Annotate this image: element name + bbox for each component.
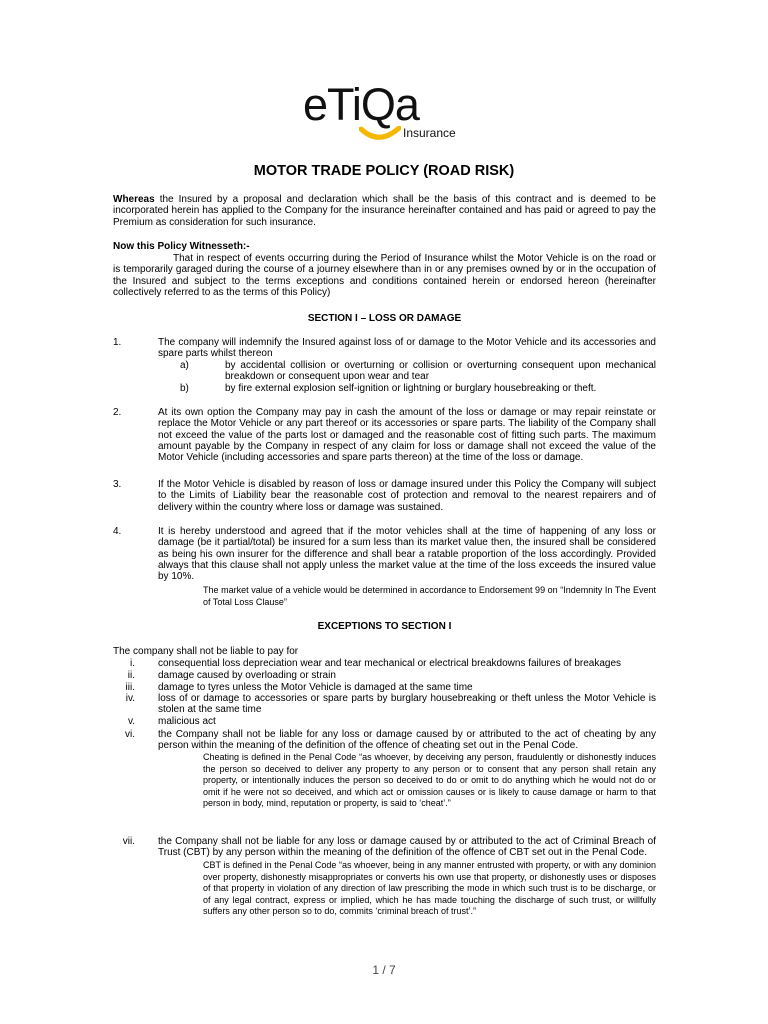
exception-text: consequential loss depreciation wear and tear mechanical or electrical breakdowns failures of breakages	[158, 658, 622, 669]
item-number: 4.	[113, 526, 122, 537]
subitem-text: by fire external explosion self-ignition or lightning or burglary housebreaking or theft.	[225, 383, 597, 394]
market-value-note: The market value of a vehicle would be determined in accordance to Endorsement 99 on “Indemnity In The Event of Total Loss Clause”	[203, 585, 656, 607]
witnesseth-heading: Now this Policy Witnesseth:-	[113, 241, 250, 252]
document-title: MOTOR TRADE POLICY (ROAD RISK)	[253, 163, 515, 179]
exception-text: damage caused by overloading or strain	[158, 670, 336, 681]
exception-number: iv.	[125, 693, 135, 704]
subitem-label: a)	[180, 360, 189, 371]
exception-number: i.	[130, 658, 135, 669]
subitem-text: by accidental collision or overturning or collision or overturning consequent upon mechanical breakdown or consequent upon wear and tear	[225, 360, 656, 383]
exception-text: the Company shall not be liable for any loss or damage caused by or attributed to the act of cheating by any person within the meaning of the definition of the offence of cheating set out in the Penal Code.	[158, 729, 656, 752]
subitem-label: b)	[180, 383, 189, 394]
exception-text: damage to tyres unless the Motor Vehicle is damaged at the same time	[158, 682, 473, 693]
item-text: At its own option the Company may pay in cash the amount of the loss or damage or may repair reinstate or replace the Motor Vehicle or any part thereof or its accessories or spare parts. The liability of the Company shall not exceed the value of the parts lost or damaged and the reasonable cost of fitting such parts. The maximum amount payable by the Company in respect of any claim for loss or damage shall not exceed the value of the Motor Vehicle (including accessories and spare parts thereon) at the time of the loss or damage.	[158, 407, 656, 464]
exception-text: the Company shall not be liable for any loss or damage caused by or attributed to the act of Criminal Breach of Trust (CBT) by any person within the meaning of the definition of the offence of CBT set out in the Penal Code.	[158, 836, 656, 859]
whereas-lead: Whereas	[113, 194, 155, 205]
page-number: 1 / 7	[372, 963, 396, 977]
item-number: 2.	[113, 407, 122, 418]
item-text: If the Motor Vehicle is disabled by reason of loss or damage insured under this Policy the Company will subject to the Limits of Liability bear the reasonable cost of protection and removal to the nearest repairers and of delivery within the country where loss or damage was sustained.	[158, 479, 656, 513]
section1-heading: SECTION I – LOSS OR DAMAGE	[307, 313, 462, 324]
exception-number: vi.	[125, 729, 135, 740]
item-number: 1.	[113, 337, 122, 348]
exception-number: v.	[127, 716, 135, 727]
exceptions-intro: The company shall not be liable to pay for	[113, 646, 299, 657]
whereas-paragraph	[113, 194, 656, 228]
logo-smile-icon	[359, 126, 401, 144]
item-number: 3.	[113, 479, 122, 490]
exception-number: iii.	[125, 682, 135, 693]
whereas-text: the Insured by a proposal and declaration which shall be the basis of this contract and is deemed to be incorporated herein has applied to the Company for the insurance hereinafter contained and has paid or agreed to pay the Premium as consideration for such insurance.	[113, 194, 656, 228]
cheating-definition: Cheating is defined in the Penal Code “as whoever, by deceiving any person, fraudulently or dishonestly induces the person so deceived to deliver any property to any person or to consent that any person shall retain any property, or intentionally induces the person so deceived to do or omit to do anything which he would not do or omit if he were not so deceived, and which act or omission causes or is likely to cause damage or harm to that person in body, mind, reputation or property, is said to ‘cheat’.”	[203, 752, 656, 808]
item-text: It is hereby understood and agreed that if the motor vehicles shall at the time of happening of any loss or damage (be it partial/total) be insured for a sum less than its market value then, the insured shall be considered as being his own insurer for the difference and shall bear a ratable proportion of the loss accordingly. Provided always that this clause shall not apply unless the market value at the time of the loss exceeds the insured value by 10%.	[158, 526, 656, 583]
exception-text: loss of or damage to accessories or spare parts by burglary housebreaking or theft unless the Motor Vehicle is stolen at the same time	[158, 693, 656, 716]
logo-subtitle: Insurance	[403, 126, 456, 140]
logo-wordmark: eTiQa	[303, 79, 419, 130]
exception-number: vii.	[122, 836, 135, 847]
exceptions-heading: EXCEPTIONS TO SECTION I	[317, 621, 452, 632]
witnesseth-text: That in respect of events occurring during the Period of Insurance whilst the Motor Vehicle is on the road or is temporarily garaged during the course of a journey elsewhere than in or any premises owned by or in the occupation of the Insured and subject to the terms exceptions and conditions contained herein or endorsed hereon (hereinafter collectively referred to as the terms of this Policy)	[113, 253, 656, 298]
cbt-definition: CBT is defined in the Penal Code “as whoever, being in any manner entrusted with property, or with any dominion over property, dishonestly misappropriates or converts his own use that property, or dishonestly uses or disposes of that property in violation of any direction of law prescribing the mode in which such trust is to be discharge, or of any legal contract, express or implied, which he has made touching the discharge of such trust, or willfully suffers any other person so to do, commits ‘criminal breach of trust’.”	[203, 860, 656, 916]
etiqa-logo	[303, 79, 473, 148]
item-text: The company will indemnify the Insured against loss of or damage to the Motor Vehicle and its accessories and spare parts whilst thereon	[158, 337, 656, 360]
exception-text: malicious act	[158, 716, 216, 727]
exception-number: ii.	[127, 670, 135, 681]
